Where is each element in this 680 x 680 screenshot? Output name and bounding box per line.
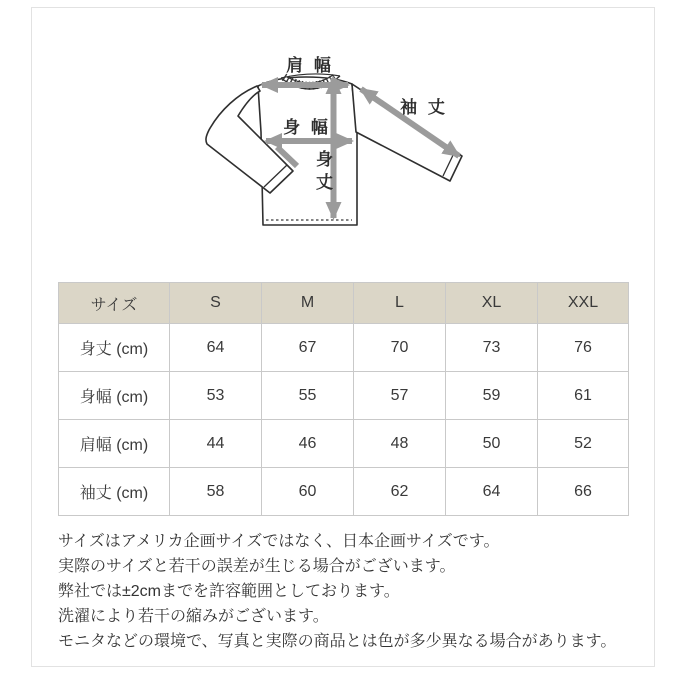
note-line: サイズはアメリカ企画サイズではなく、日本企画サイズです。 — [58, 533, 500, 550]
cell-value: 64 — [170, 324, 262, 372]
cell-value: 67 — [262, 324, 354, 372]
header-cell-xxl: XXL — [538, 283, 629, 324]
cell-value: 57 — [354, 372, 446, 420]
note-line: 弊社では±2cmまでを許容範囲としております。 — [58, 583, 400, 600]
size-table — [58, 282, 629, 516]
cell-value: 66 — [538, 468, 629, 516]
row-label: 肩幅 (cm) — [59, 420, 170, 468]
row-label: 身幅 (cm) — [59, 372, 170, 420]
row-label: 袖丈 (cm) — [59, 468, 170, 516]
header-cell-xl: XL — [446, 283, 538, 324]
size-table-header-row — [59, 283, 629, 324]
body-length-label: 身丈 — [313, 150, 332, 196]
table-row-sleeve-length — [59, 468, 629, 516]
cell-value: 46 — [262, 420, 354, 468]
cell-value: 44 — [170, 420, 262, 468]
note-line: モニタなどの環境で、写真と実際の商品とは色が多少異なる場合があります。 — [58, 633, 617, 650]
cell-value: 58 — [170, 468, 262, 516]
cell-value: 61 — [538, 372, 629, 420]
table-row-shoulder-width — [59, 420, 629, 468]
note-line: 実際のサイズと若干の誤差が生じる場合がございます。 — [58, 558, 456, 575]
size-notes — [58, 529, 636, 654]
cell-value: 73 — [446, 324, 538, 372]
header-cell-m: M — [262, 283, 354, 324]
cell-value: 48 — [354, 420, 446, 468]
cell-value: 50 — [446, 420, 538, 468]
header-cell-s: S — [170, 283, 262, 324]
cell-value: 59 — [446, 372, 538, 420]
row-label: 身丈 (cm) — [59, 324, 170, 372]
body-width-label: 身 幅 — [283, 118, 331, 137]
note-line: 洗濯により若干の縮みがございます。 — [58, 608, 329, 625]
cell-value: 60 — [262, 468, 354, 516]
cell-value: 64 — [446, 468, 538, 516]
table-row-body-width — [59, 372, 629, 420]
cell-value: 55 — [262, 372, 354, 420]
header-cell-l: L — [354, 283, 446, 324]
cell-value: 76 — [538, 324, 629, 372]
cell-value: 52 — [538, 420, 629, 468]
table-row-body-length — [59, 324, 629, 372]
sleeve-length-label: 袖 丈 — [400, 98, 448, 117]
shoulder-width-label: 肩 幅 — [286, 56, 334, 75]
cell-value: 70 — [354, 324, 446, 372]
header-cell-size: サイズ — [59, 283, 170, 324]
cell-value: 62 — [354, 468, 446, 516]
cell-value: 53 — [170, 372, 262, 420]
